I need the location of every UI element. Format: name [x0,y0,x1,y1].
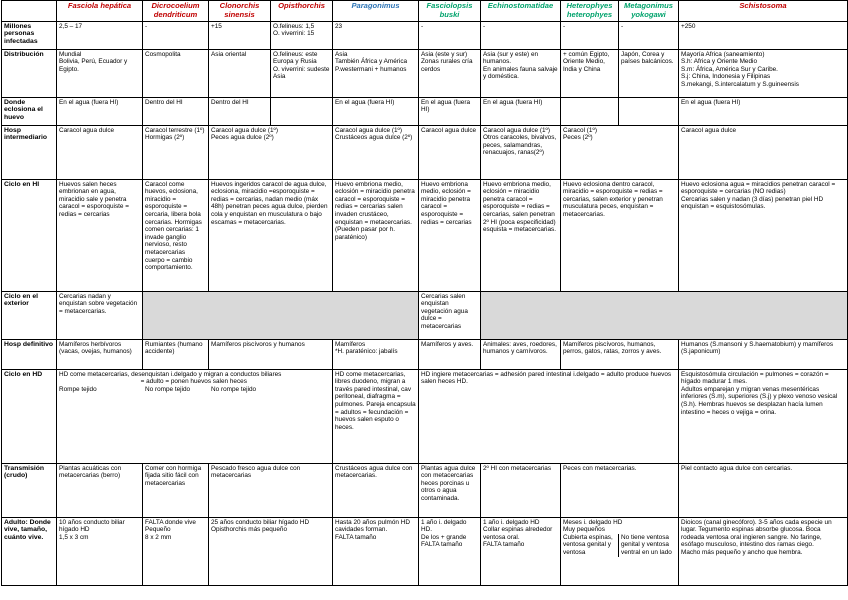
cell: Dentro del HI [209,97,271,125]
header-heterophyes: Heterophyes heterophyes [561,1,619,22]
row-label [2,463,57,517]
row-ciclo-hi [2,179,848,291]
row-distribucion [2,49,848,97]
cell: Huevos salen heces embrionan en agua, miracidio sale y penetra caracol = esporoquiste = redias = cercarias [57,179,143,291]
cell: Caracol agua dulce [419,125,481,179]
cell: Huevo eclosiona dentro caracol, miracidio = esporoquiste = redias = cercarias, salen exterior y penetran musculatura peces, enquistan = metacercarias. [561,179,679,291]
cell: Plantas acuáticas con metacercarias (berro) [57,463,143,517]
cell: En el agua (fuera HI) [481,97,561,125]
cell: En el agua (fuera HI) [333,97,419,125]
cell: Caracol agua dulce [57,125,143,179]
cell: Asia (este y sur) Zonas rurales cría cerdos [419,49,481,97]
split-metagonimus: No tiene ventosa genital y ventosa ventral en un lado [618,534,676,557]
cell: Mamíferos piscívoros y humanos [209,339,333,369]
cell: 23 [333,21,419,49]
cell: - [561,21,619,49]
cell: O.felineus: este Europa y Rusia O. viverrini: sudeste Asia [271,49,333,97]
cell: HD come metacercarias, libres duodeno, migran a través pared intestinal, cav peritoneal, diafragma = pulmones. Pareja encapsula = adultos = fecundación = huevos salen esputo o heces. [333,369,419,463]
cell: Mamíferos y aves. [419,339,481,369]
cell: + común Egipto, Oriente Medio, India y China [561,49,619,97]
row-label: Ciclo en el exterior [2,291,57,339]
cell: Huevo embriona medio, eclosión = miracidio penetra caracol = esporoquiste = redias = cercarias, salen penetran 2º HI (poca especificidad) esquista = metacercarias. [481,179,561,291]
cell: O.felineus: 1,5 O. viverrini: 15 [271,21,333,49]
cell: FALTA donde vive Pequeño 8 x 2 mm [143,517,209,585]
cell: Peces con metacercarias. [561,463,679,517]
cell: - [481,21,561,49]
cell: Asia oriental [209,49,271,97]
row-intermediario [2,125,848,179]
header-echinostomatidae: Echinostomatidae [481,1,561,22]
cell: Huevo eclosiona agua = miracidios penetran caracol = esporoquiste = cercarias (NO redias) Cercarias salen y nadan (3 días) penetran piel HD enquistan = esquistosómulas. [679,179,848,291]
cell: HD ingiere metacercarias = adhesión pared intestinal i.delgado = adulto produce huevos salen heces HD. [419,369,679,463]
cell: Caracol come huevos, eclosiona, miracidio = esporoquiste = cercaria, libera bola cercarias. Hormigas comen cercarias: 1 invade ganglio nervioso, resto metacercarias cuerpo = cambio comportamiento. [143,179,209,291]
cell: Mayoría Africa (saneamiento) S.h: Africa y Oriente Medio S.m: África, América Sur y Caribe. S.j: China, Indonesia y Filipinas S.mekangi, S.intercalatum y S.guineensis [679,49,848,97]
tissue-notes [59,386,330,394]
header-clonorchis: Clonorchis sinensis [209,1,271,22]
cell: - [619,21,679,49]
cell: En el agua (fuera HI) [419,97,481,125]
cell: Mundial Bolivia, Perú, Ecuador y Egipto. [57,49,143,97]
row-label: Ciclo en HD [2,369,57,463]
cell: Caracol terrestre (1º) Hormigas (2º) [143,125,209,179]
label-text: Transmisión (crudo) [4,464,45,480]
cell-adulto-heterophyes [561,517,679,585]
row-label: Millones personas infectadas [2,21,57,49]
row-transmision [2,463,848,517]
cell: Mamíferos herbívoros (vacas, ovejas, humanos) [57,339,143,369]
row-label: Hosp intermediario [2,125,57,179]
cell: Esquistosómula circulación = pulmones = corazón = hígado madurar 1 mes. Adultos emparejan y migran venas mesentéricas inferiores (S.m), superiores (S.j) y plexo venoso vesical (S.h). Hembras huevos se desplazan hacía lumen intestino = heces o vejiga = orina. [679,369,848,463]
header-dicrocoelium: Dicrocoelium dendriticum [143,1,209,22]
cell [561,97,619,125]
cell-ciclo-hd-trematodes [57,369,333,463]
cell: Mamíferos piscívoros, humanos, perros, gatos, ratas, zorros y aves. [561,339,679,369]
cell: 1 año i. delgado HD Collar espinas alrededor ventosa oral. FALTA tamaño [481,517,561,585]
note-clonorchis: No rompe tejido [211,385,257,393]
row-ciclo-hd [2,369,848,463]
cell: 1 año i. delgado HD. De los + grande FALTA tamaño [419,517,481,585]
cell: Animales: aves, roedores, humanos y carnívoros. [481,339,561,369]
cell: Pescado fresco agua dulce con metacercarias [209,463,333,517]
parasite-comparison-table [1,0,848,586]
row-label: Distribución [2,49,57,97]
cell: Piel contacto agua dulce con cercarias. [679,463,848,517]
cell-empty [481,291,848,339]
header-fasciola: Fasciola hepática [57,1,143,22]
row-label: Ciclo en HI [2,179,57,291]
cell: Cercarias salen enquistan vegetación agua dulce = metacercarias [419,291,481,339]
cell: Japón, Corea y países balcánicos. [619,49,679,97]
row-eclosiona [2,97,848,125]
header-empty [2,1,57,22]
cell: Hasta 20 años pulmón HD cavidades forman. FALTA tamaño [333,517,419,585]
header-opisthorchis: Opisthorchis [271,1,333,22]
cell: En el agua (fuera HI) [57,97,143,125]
cell [619,97,679,125]
header-fasciolopsis: Fasciolopsis buski [419,1,481,22]
cell: 2,5 – 17 [57,21,143,49]
inner-split [563,534,676,557]
cell-empty [143,291,419,339]
row-label: Adulto: Donde vive, tamaño, cuánto vive. [2,517,57,585]
cell: Asia También África y América P.westermani + humanos [333,49,419,97]
cell: Dioicos (canal ginecóforo). 3-5 años cada especie un lugar. Tegumento espinas absorbe glucosa. Boca rodeada ventosa oral ingieren sangre. No faringe, esófago musculoso, intestino dos ramas ciego. Macho más pequeño y ancho que hembra. [679,517,848,585]
cell: Caracol agua dulce [679,125,848,179]
cell: Mamíferos *H. paraténico: jabalís [333,339,419,369]
cell: Rumiantes (humano accidente) [143,339,209,369]
note-fasciola: Rompe tejido [59,385,97,393]
cell-text: Meses i. delgado HD Muy pequeños [563,518,623,534]
cell: 25 años conducto biliar hígado HD Opisthorchis más pequeño [209,517,333,585]
header-metagonimus: Metagonimus yokogawi [619,1,679,22]
cell: Cercarias nadan y enquistan sobre vegetación = metacercarias. [57,291,143,339]
row-label: Donde eclosiona el huevo [2,97,57,125]
cell: Huevo embriona medio, eclosión = miracidio penetra caracol = esporoquiste = redias = cercarias salen invaden crustáceo, enquistan = metacercarias. (Pueden pasar por h. paraténico) [333,179,419,291]
cell: Comer con hormiga fijada sitio fácil con metacercarias [143,463,209,517]
row-ciclo-exterior [2,291,848,339]
cell: En el agua (fuera HI) [679,97,848,125]
cell: Huevo embriona medio, eclosión = miracidio penetra caracol = esporoquiste = redias = cercarias [419,179,481,291]
cell: +15 [209,21,271,49]
header-row [2,1,848,22]
cell: Plantas agua dulce con metacercarias heces porcinas u otros o agua contaminada. [419,463,481,517]
cell [271,97,333,125]
note-dicrocoelium: No rompe tejido [145,385,191,393]
cell: Humanos (S.mansoni y S.haematobium) y mamíferos (S.japonicum) [679,339,848,369]
cell: Caracol agua dulce (1º) Otros caracoles, bivalvos, peces, salamandras, renacuajos, ranas(2º) [481,125,561,179]
cell: Crustáceos agua dulce con metacercarias. [333,463,419,517]
cell: Huevos ingeridos caracol de agua dulce, eclosiona, miracidio =esporoquiste = redias = cercarias, nadan medio (máx 48h) penetran peces agua dulce, pierden cola y enquistan en musculatura o bajo escamas = metacercarias. [209,179,333,291]
cell: - [143,21,209,49]
header-paragonimus: Paragonimus [333,1,419,22]
cell: Asia (sur y este) en humanos. En animales fauna salvaje y doméstica. [481,49,561,97]
cell: 2º HI con metacercarias [481,463,561,517]
row-adulto [2,517,848,585]
cell: Dentro del HI [143,97,209,125]
cell-text: HD come metacercarias, desenquistan i.delgado y migran a conductos biliares = adulto = ponen huevos salen heces [59,370,282,386]
cell: Caracol agua dulce (1º) Crustáceos agua dulce (2º) [333,125,419,179]
row-infectados [2,21,848,49]
cell: 10 años conducto biliar hígado HD 1,5 x 3 cm [57,517,143,585]
row-definitivo [2,339,848,369]
cell: Caracol (1º) Peces (2º) [561,125,679,179]
split-heterophyes: Cubierta espinas, ventosa genital y ventosa [563,533,613,556]
row-label: Hosp definitivo [2,339,57,369]
cell: +250 [679,21,848,49]
header-schistosoma: Schistosoma [679,1,848,22]
cell: Cosmopolita [143,49,209,97]
cell: Caracol agua dulce (1º) Peces agua dulce (2º) [209,125,333,179]
cell: - [419,21,481,49]
